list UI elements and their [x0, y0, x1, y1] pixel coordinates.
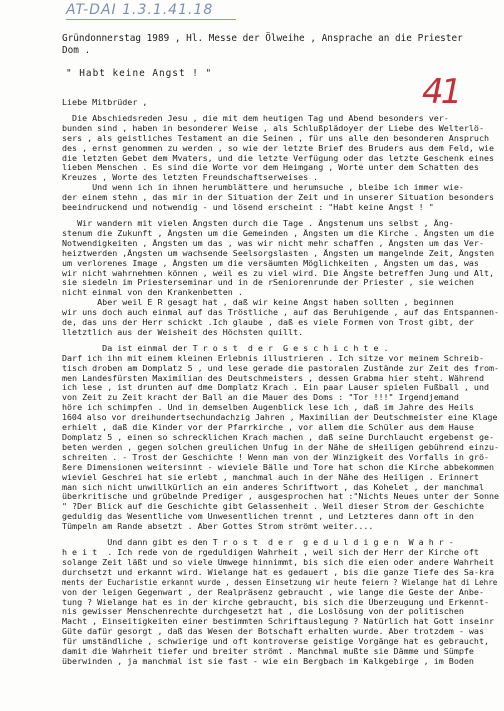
text-line: wir uns doch auch einmal auf das Tröstliche , auf das Beruhigende , auf das Entspannen- [62, 308, 500, 318]
text-line: überkritische und grübelnde Prediger , ausgesprochen hat :"Nichts Neues unter der Sonne [62, 492, 500, 502]
text-line: wieviel Geschrei hat sie erlebt , manchmal auch in der Nähe des Heiligen . Erinnert [62, 472, 479, 482]
text-line: man sich nicht unwillkürlich an ein anderes Schriftwort , das Kohelet , der manchmal [62, 482, 484, 492]
text-line: Domplatz 5 , einen so schrecklichen Krach machen , daß seine Durchlaucht ergebenst ge- [62, 433, 495, 442]
text-line: ments der Eucharistie erkannt wurde , dessen Einsetzung wir heute feiern ? Wielange hat di Lehre [62, 577, 498, 587]
text-line: geduldig das Wesentliche vom Unwesentlichen trennt , und Letzteres dann oft in den [62, 512, 474, 522]
text-line: überwinden , ja manchmal ist sie fast - wie ein Bergbach im Kalkgebirge , im Boden [62, 656, 474, 666]
text-line: Liebe Mitbrüder , [62, 98, 148, 107]
text-line: von der leigen Gegenwart , der Realpräsenz gebraucht , wie lange die Geste der Anbe- [62, 587, 484, 597]
sermon-motto: " Habt keine Angst ! " [66, 68, 213, 79]
paragraph [62, 114, 502, 213]
text-line: nicht einmal von den Krankenbetten . [62, 288, 243, 298]
text-line: höre ich schimpfen . Und in demselben Augenblick lese ich , daß im Jahre des Heils [62, 403, 474, 413]
text-line: sers , als geistliches Testament an die Seinen , für uns alle den besonderen Anspruch [62, 133, 489, 143]
text-line: damit die Wahrheit tiefer und breiter strömt . Manchmal mußte sie Dämme und Sümpfe [62, 647, 474, 657]
text-line: " ?Der Blick auf die Geschichte gibt Gelassenheit . Weil dieser Strom der Geschichte [62, 502, 484, 512]
text-line: Aber weil E R gesagt hat , daß wir keine Angst haben sollten , beginnen [62, 298, 454, 308]
paragraph [62, 344, 502, 532]
text-line: Und wenn ich in ihnen herumblättere und herumsuche , bleibe ich immer wie- [62, 183, 464, 193]
text-line: Darf ich ihn mit einem kleinen Erlebnis illustrieren . Ich sitze vor meinem Schreib- [62, 353, 484, 363]
text-line: Güte dafür gesorgt , daß das Wesen der Botschaft erhalten wurde. Aber trotzdem - was [62, 627, 484, 637]
document-heading: Gründonnerstag 1989 , Hl. Messe der Ölweihe , Ansprache an die Priester Dom . [62, 33, 463, 56]
text-line: der einem stehn , das mir in der Situation der Zeit und in unserer Situation besonders [62, 193, 495, 203]
text-line: die letzten Gebet dem Mvaters, und die letzte Verfügung oder das letzte Geschenk eines [62, 153, 495, 163]
text-line: lletztlich aus der Weisheit des Höchsten quillt. [62, 327, 304, 337]
text-line: stenum die Zukunft , Ängsten um die Gemeinden , Ängsten um die Kirche . Ängsten um die [62, 228, 495, 238]
text-line: für umständliche , schwierige und oft kontroverse geistige Vorgänge hat es gebraucht, [62, 637, 489, 647]
text-line: Und dann gibt es den T r o s t d e r g e d u l d i g e n W a h r - [62, 538, 454, 548]
text-line: des , ernst genommen zu werden , so wie der letzte Brief des Bruders aus dem Feld, wie [62, 143, 495, 153]
text-line: wir nicht wahrnehmen können , weil es zu viel wird. Die Ängste betreffen Jung und Alt, [62, 268, 495, 278]
text-line: sie siedeln im Priesterseminar und in de rSeniorenrunde der Priester , sie weichen [62, 278, 474, 288]
text-line: Kreuzes , Worte des letzten Freundschaftserweises . [62, 173, 319, 183]
text-line: 1604 also vor dreihundertsechundachzig Jahren , Maximilian der Deutschmeister eine Klage [62, 413, 498, 423]
text-line: von Zeit zu Zeit kracht der Ball an die Mauer des Doms : "Tor !!!" Irgendjemand [62, 393, 459, 403]
text-line: Tümpeln am Rande absetzt . Aber Gottes Strom strömt weiter.... [62, 522, 374, 532]
text-line: schreiten . - Trost der Geschichte ! Wenn man von der Winzigkeit des Vorfalls in grö- [62, 452, 489, 462]
text-line: um verlorenes Image , Ängsten um die versäumten Möglichkeiten , Ängsten um das, was [62, 258, 479, 268]
paragraph [62, 538, 502, 667]
text-line: bunden sind , haben in besonderer Weise , als Schlußplädoyer der Liebe des Welterlö- [62, 123, 484, 133]
text-line: Macht , Einseitigkeiten einer bestimmten Schriftauslegung ? Natürlich hat Gott inseinr [62, 617, 495, 627]
text-line: beeindruckend und notwendig - und lösend erscheint : "Habt keine Angst ! " [62, 203, 434, 213]
text-line: lieben Menschen . Es sind die Worte vor dem Heimgang , Worte unter dem Schatten des [62, 163, 479, 173]
text-line: Die Abschiedsreden Jesu , die mit dem heutigen Tag und Abend besonders ver- [62, 113, 449, 123]
text-line: Notwendigkeiten , Ängsten um das , was wir nicht mehr schaffen , Ängsten um das Ver- [62, 238, 484, 248]
text-line: tung ? Wielange hat es in der kirche gebraucht, bis sich die Überzeugung und Erkennt- [62, 597, 489, 607]
text-line: beten werden , gegen solchen greulichen Unfug in der Nähe de sHeiligen gebührend einzu- [62, 442, 500, 452]
text-line: Wir wandern mit vielen Ängsten durch die Tage . Ängstenum uns selbst , Äng- [62, 218, 454, 228]
archive-reference-underline [66, 19, 236, 20]
text-line: men Landesfürsten Maximilian des Deutschmeisters , dessen Grabma hier steht. Während [62, 373, 484, 383]
paragraph [62, 219, 502, 338]
paragraph [62, 98, 502, 108]
folio-number: 41 [422, 72, 460, 112]
text-line: erhielt , daß die Kinder vor der Pfarrkirche , vor allem die Schüler aus dem Hause [62, 423, 474, 433]
sermon-body [62, 98, 502, 667]
text-line: nis gewisser Menschenrechte durchgesetzt hat , die Loslösung von der politischen [62, 607, 464, 617]
text-line: de, das uns der Herr schickt .Ich glaube , daß es viele Formen von Trost gibt, der [62, 318, 474, 328]
text-line: ich lese , ist drunten auf dme Domplatz Krach . Ein paar Lauser spielen Fußball , und [62, 383, 489, 393]
text-line: h e i t . Ich rede von de rgeduldigen Wahrheit , weil sich der Herr der Kirche oft [62, 547, 479, 557]
text-line: durchsetzt und erkannt wird. Wielange hat es gedauert , bis die ganze Tiefe des Sa-kra [62, 567, 495, 577]
text-line: Da ist einmal der T r o s t d e r G e s c h i c h t e . [62, 343, 389, 353]
archive-reference-stamp: AT-DAI 1.3.1.41.18 [66, 2, 214, 18]
text-line: heiztwerden ,Ängsten um wachsende Seelsorgslasten , Ängsten um mangelnde Zeit, Ängsten [62, 248, 495, 258]
text-line: ßere Dimensionen weitersinnt - wieviele Bälle und Tore hat schon die Kirche abbekommen [62, 462, 495, 472]
text-line: solange Zeit läßt und so viele Umwege hinnimmt, bis sich die eien oder andere Wahrheit [62, 557, 495, 567]
text-line: tisch droben am Domplatz 5 , und lese gerade die pastoralen Zustände zur Zeit des from- [62, 363, 500, 373]
